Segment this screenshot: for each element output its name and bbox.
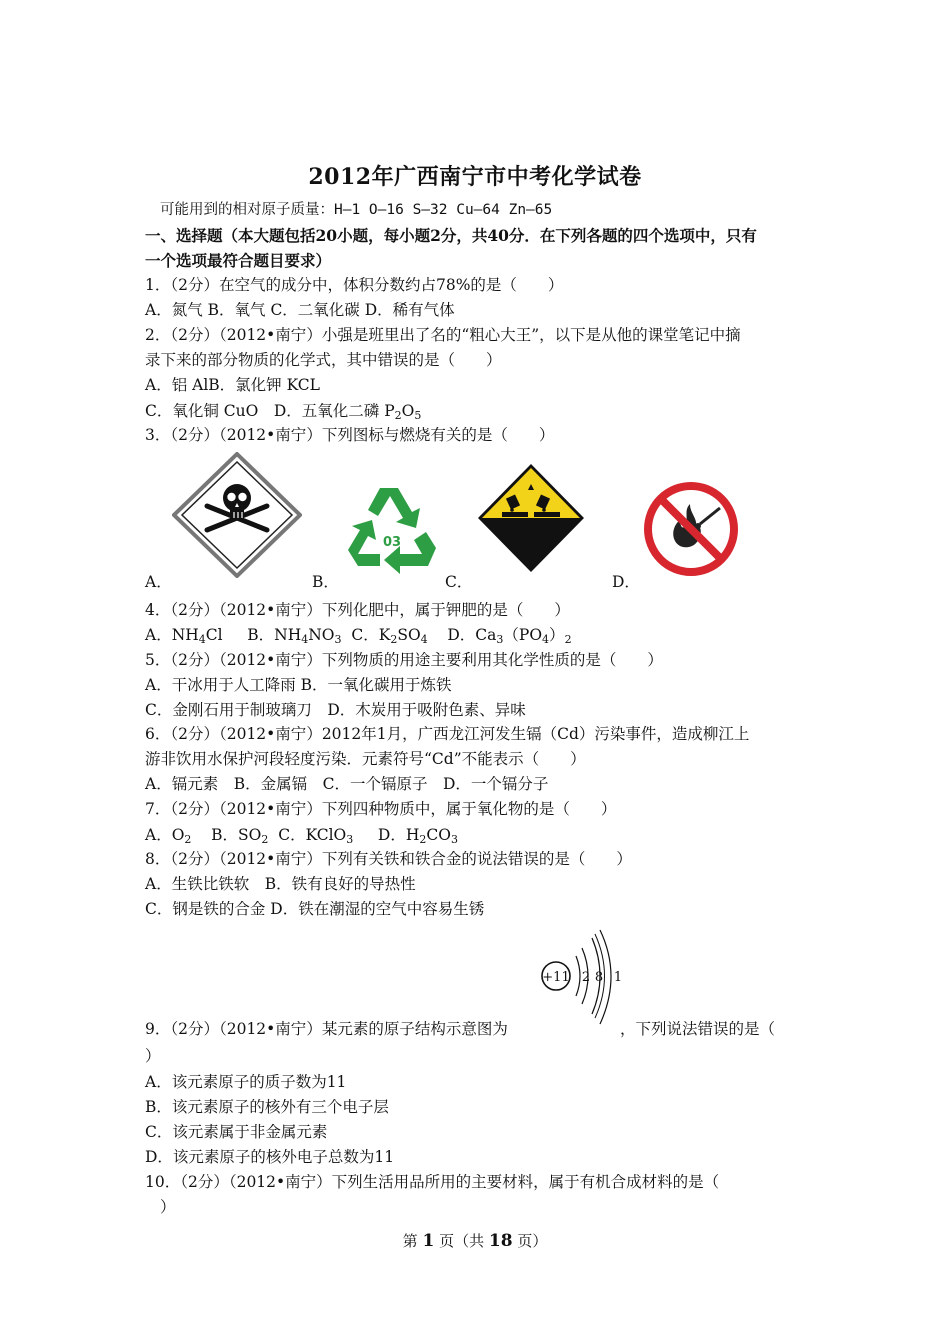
q5-stem: 5．（2分）（2012•南宁）下列物质的用途主要利用其化学性质的是（ ） [145, 651, 663, 669]
q5-options-line2: C．金刚石用于制玻璃刀 D．木炭用于吸附色素、异味 [145, 701, 526, 719]
recycle-icon [340, 480, 446, 576]
atomic-structure-diagram [538, 918, 630, 1030]
q6-stem-line2: 游非饮用水保护河段轻度污染．元素符号“Cd”不能表示（ ） [145, 750, 586, 768]
q8-options-line2: C．钢是铁的合金 D．铁在潮湿的空气中容易生锈 [145, 900, 485, 918]
page-number: 1 [422, 1231, 435, 1251]
q9-option-c: C．该元素属于非金属元素 [145, 1123, 328, 1141]
section-heading-line2: 一个选项最符合题目要求） [145, 251, 332, 270]
q6-stem-line1: 6．（2分）（2012•南宁）2012年1月，广西龙江河发生镉（Cd）污染事件，造成柳江上 [145, 725, 750, 743]
q4-stem: 4．（2分）（2012•南宁）下列化肥中，属于钾肥的是（ ） [145, 601, 570, 619]
shell-2-count: 8 [594, 970, 604, 985]
q3-label-a: A． [145, 573, 172, 591]
q2-stem-line2: 录下来的部分物质的化学式，其中错误的是（ ） [145, 351, 502, 369]
recycle-number: 03 [382, 535, 402, 550]
toxic-hazard-icon [172, 452, 302, 578]
atomic-masses: 可能用到的相对原子质量：H—1 O—16 S—32 Cu—64 Zn—65 [160, 202, 553, 218]
q9-stem-close: ） [145, 1047, 161, 1065]
q6-options: A．镉元素 B．金属镉 C．一个镉原子 D．一个镉分子 [145, 775, 549, 793]
q9-stem-end: ，下列说法错误的是（ [620, 1020, 776, 1038]
q1-options: A．氮气 B．氧气 C．二氧化碳 D．稀有气体 [145, 301, 455, 319]
q8-options-line1: A．生铁比铁软 B．铁有良好的导热性 [145, 875, 416, 893]
q3-label-d: D． [612, 573, 640, 591]
q2-stem-line1: 2．（2分）（2012•南宁）小强是班里出了名的“粗心大王”，以下是从他的课堂笔记中摘 [145, 326, 741, 344]
page-footer: 第 1 页（共 18 页） [402, 1231, 548, 1251]
q4-options: A．$NH_4Cl$ B．$NH_4NO_3$ C．$K_2SO_4$ D．$Ca_3(PO_4)_2$ [145, 626, 572, 646]
q7-options: A．$O_2$ B．$SO_2$ C．KClO$_3$ D．$H_2CO_3$ [145, 826, 458, 846]
total-pages: 18 [488, 1231, 513, 1251]
q1-stem: 1．（2分）在空气的成分中，体积分数约占78%的是（ ） [145, 276, 564, 294]
q9-option-d: D．该元素原子的核外电子总数为11 [145, 1148, 395, 1166]
q10-stem-close: ） [160, 1198, 176, 1216]
q9-option-b: B．该元素原子的核外有三个电子层 [145, 1098, 389, 1116]
q5-options-line1: A．干冰用于人工降雨 B．一氧化碳用于炼铁 [145, 676, 452, 694]
q9-stem-start: 9．（2分）（2012•南宁）某元素的原子结构示意图为 [145, 1020, 508, 1038]
q3-label-c: C． [445, 573, 473, 591]
q2-options-line2: C．氧化铜 CuO D．五氧化二磷 $P_2O_5$ [145, 402, 422, 422]
q7-stem: 7．（2分）（2012•南宁）下列四种物质中，属于氧化物的是（ ） [145, 800, 617, 818]
shell-3-count: 1 [613, 970, 623, 985]
section-heading-line1: 一、选择题（本大题包括20小题，每小题2分，共40分．在下列各题的四个选项中，只有 [145, 226, 757, 245]
q8-stem: 8．（2分）（2012•南宁）下列有关铁和铁合金的说法错误的是（ ） [145, 850, 632, 868]
no-fire-icon [640, 480, 742, 578]
nucleus-charge: +11 [542, 970, 570, 985]
q3-label-b: B． [312, 573, 339, 591]
page-title: 2012年广西南宁市中考化学试卷 [308, 164, 642, 190]
corrosive-hazard-icon [476, 462, 586, 574]
shell-1-count: 2 [581, 970, 591, 985]
q2-options-line1: A．铝 AlB．氯化钾 KCL [145, 376, 320, 394]
q3-stem: 3．（2分）（2012•南宁）下列图标与燃烧有关的是（ ） [145, 426, 555, 444]
q10-stem: 10．（2分）（2012•南宁）下列生活用品所用的主要材料，属于有机合成材料的是（ [145, 1173, 720, 1191]
q9-option-a: A．该元素原子的质子数为11 [145, 1073, 347, 1091]
